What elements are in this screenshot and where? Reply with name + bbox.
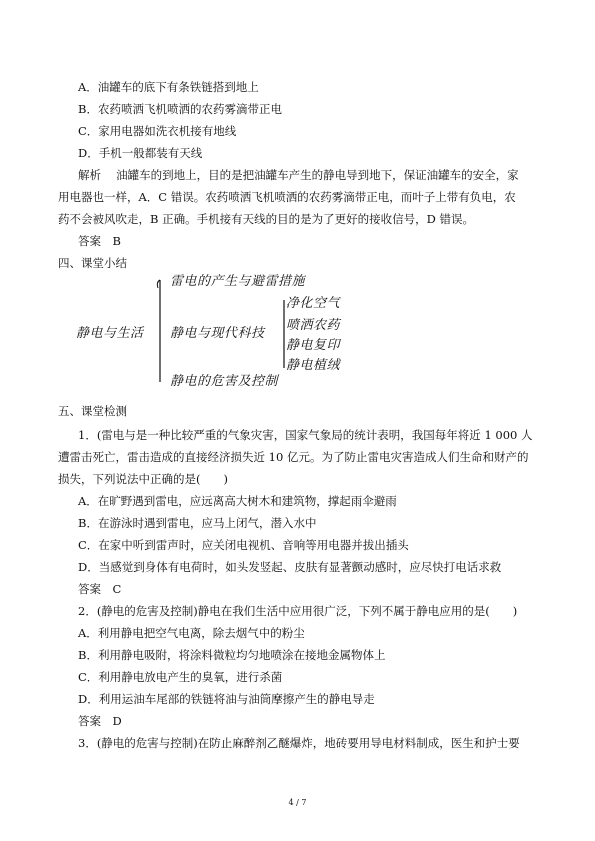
tech-item-4: 静电植绒 [286,358,341,373]
option-a: A．油罐车的底下有条铁链搭到地上 [78,80,259,94]
q1-option-d: D．当感觉到身体有电荷时，如头发竖起、皮肤有显著颤动感时，应尽快打电话求救 [78,560,502,574]
q3-line-1: 3．(静电的危害与控制)在防止麻醉剂乙醚爆炸，地砖要用导电材料制成，医生和护士要 [78,736,520,750]
tech-item-1: 净化空气 [286,296,341,311]
summary-middle: 静电与现代科技 [170,326,265,341]
q1-option-c: C．在家中听到雷声时，应关闭电视机、音响等用电器并拔出插头 [78,538,409,552]
tech-item-3: 静电复印 [286,338,341,353]
q2-option-a: A．利用静电把空气电离，除去烟气中的粉尘 [78,626,305,640]
q1-line-1: 1．(雷电与是一种比较严重的气象灾害，国家气象局的统计表明，我国每年将近 1 000 人 [78,428,533,442]
q1-line-2: 遭雷击死亡，雷击造成的直接经济损失近 10 亿元。为了防止雷电灾害造成人们生命和财产的 [58,450,529,464]
option-c: C．家用电器如洗衣机接有地线 [78,124,237,138]
analysis-line-3: 药不会被风吹走，B 正确。手机接有天线的目的是为了更好的接收信号，D 错误。 [58,212,474,226]
summary-diagram [70,270,370,390]
summary-bottom: 静电的危害及控制 [170,374,279,389]
tech-item-2: 喷洒农药 [286,318,341,333]
q1-option-a: A．在旷野遇到雷电，应远离高大树木和建筑物，撑起雨伞避雨 [78,494,397,508]
q1-line-3: 损失，下列说法中正确的是( ) [58,472,228,486]
answer-1: 答案 B [78,234,121,248]
analysis-line-2: 用电器也一样，A．C 错误。农药喷洒飞机喷洒的农药雾滴带正电，而叶子上带有负电，农 [58,190,516,204]
section-4-title: 四、课堂小结 [58,256,127,270]
analysis-line-1: 解析 油罐车的到地上，目的是把油罐车产生的静电导到地下，保证油罐车的安全，家 [78,168,519,182]
summary-top: 雷电的产生与避雷措施 [170,274,306,289]
q2-answer: 答案 D [78,714,122,728]
summary-root: 静电与生活 [76,326,144,341]
section-5-title: 五、课堂检测 [58,404,127,418]
q1-answer: 答案 C [78,582,122,596]
q2-option-c: C．利用静电放电产生的臭氧，进行杀菌 [78,670,283,684]
q2-line-1: 2．(静电的危害及控制)静电在我们生活中应用很广泛，下列不属于静电应用的是( ) [78,604,518,618]
option-b: B．农药喷洒飞机喷洒的农药雾滴带正电 [78,102,282,116]
q2-option-d: D．利用运油车尾部的铁链将油与油筒摩擦产生的静电导走 [78,692,375,706]
page-number: 4 / 7 [288,798,307,807]
option-d: D．手机一般都装有天线 [78,146,203,160]
q1-option-b: B．在游泳时遇到雷电，应马上闭气，潜入水中 [78,516,317,530]
q2-option-b: B．利用静电吸附，将涂料微粒均匀地喷涂在接地金属物体上 [78,648,386,662]
